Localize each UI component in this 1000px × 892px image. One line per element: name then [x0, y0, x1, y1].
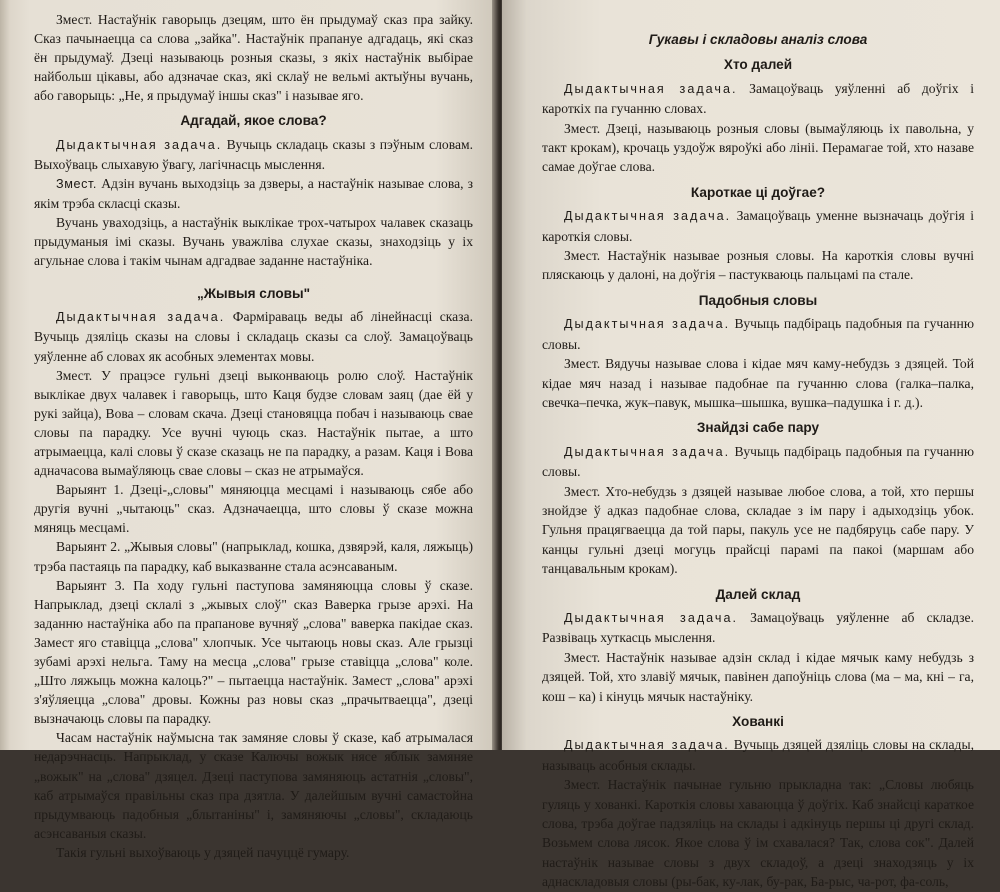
- paragraph: Змест. Настаўнік пачынае гульню прыкладна так: „Словы любяць гуляць у хованкі. Кароткія словы хаваюцца ў доўгіх. Каб знайсці караткое слова, трэба доўгае падзяліць на склады і адкінуць першы ці другі склад. Возьмем слова лясок. Якое слова ў ім схавалася? Так, слова сок". Далей настаўнік называе словы з двух складоў, а дзеці знаходзяць у іх аднаскладовыя словы (ры-бак, ку-лак, бу-рак, Ба-рыс, ча-рот, фа-соль,: [542, 777, 974, 890]
- paragraph: Варыянт 1. Дзеці-„словы" мяняюцца месцамі і называюць сябе або другія вучні „чытаюць" сказ. Адзначаецца, што словы ў сказе можна мяняць месцамі.: [34, 482, 473, 536]
- paragraph: Дыдактычная задача. Вучыць дзяцей дзяліць словы на склады, называць асобныя склады.: [542, 737, 974, 773]
- paragraph: Варыянт 2. „Жывыя словы" (напрыклад, кошка, дзвярэй, каля, ляжыць) трэба пастаяць па парадку, каб выказванне стала асэнсаваным.: [34, 539, 473, 574]
- paragraph: Дыдактычная задача. Замацоўваць уменне вызначаць доўгія і кароткія словы.: [542, 208, 974, 244]
- heading-hide-and-seek: Хованкі: [732, 714, 784, 729]
- didactic-task-label: Дыдактычная задача.: [564, 81, 738, 96]
- heading-who-further: Хто далей: [723, 57, 793, 73]
- didactic-task-label: Дыдактычная задача.: [564, 444, 731, 459]
- heading-living-words: „Жывыя словы": [196, 286, 311, 302]
- paragraph: Дыдактычная задача. Вучыць падбіраць падобныя па гучанню словы.: [542, 316, 974, 352]
- paragraph: Такія гульні выхоўваюць у дзяцей пачуццё гумару.: [56, 844, 350, 860]
- paragraph: Змест. Адзін вучань выходзіць за дзверы, а настаўнік называе слова, з якім трэба скласці сказы.: [34, 175, 473, 211]
- paragraph: Дыдактычная задача. Фарміраваць веды аб лінейнасці сказа. Вучыць дзяліць сказы на словы і складаць сказы са слоў. Замацоўваць уяўленне аб словах як асобных элементах мовы.: [34, 309, 473, 364]
- paragraph: Дыдактычная задача. Вучыць падбіраць падобныя па гучанню словы.: [542, 443, 974, 480]
- section-title: Гукавы і складовы аналіз слова: [648, 32, 868, 47]
- heading-similar-words: Падобныя словы: [698, 292, 818, 308]
- paragraph: Змест. Вядучы называе слова і кідае мяч каму-небудзь з дзяцей. Той кідае мяч назад і называе падобнае па гучанню слова (галка–палка, свечка–печка, жук–павук, мышка–шышка, вушка–падушка і г. д.).: [542, 356, 974, 410]
- paragraph: Змест. У працэсе гульні дзеці выконваюць ролю слоў. Настаўнік выклікае двух чалавек і гаворыць, што Каця будзе словам заяц (дае ёй у рукі зайца), Вова – словам скача. Дзеці становяцца побач і называюць свае словы па парадку. Усе вучні чуюць сказ. Настаўнік пытае, а што атрымаецца, калі словы ў сказе сказаць не па парадку, а разам. Каця і Вова аднaчасова вымаўляюць свае словы – сказ не атрымаўся.: [34, 367, 473, 479]
- heading-next-syllable: Далей склад: [715, 586, 801, 602]
- heading-find-pair: Знайдзі сабе пару: [696, 420, 820, 436]
- paragraph: Змест. Настаўнік называе розныя словы. На кароткія словы вучні пляскаюць у далоні, на доўгія – пастукваюць пальцамі па стале.: [542, 248, 974, 283]
- paragraph: Часам настаўнік наўмысна так замяняе словы ў сказе, каб атрымалася недарэчнасць. Напрыклад, у сказе Калючы вожык нясе яблык замяняе „вожык" на „слова" дзяцел. Дзеці паступова замяняюць астатнія „словы", каб атрымаўся правільны сказ пра дзятла. У далейшым вучні самастойна прыдумваюць падобныя „блытаніны" і, замяняючы „словы", складаюць асэнсаваныя сказы.: [34, 730, 473, 841]
- paragraph: Дыдактычная задача. Замацоўваць уяўленне аб складзе. Развіваць хуткасць мыслення.: [542, 609, 974, 646]
- didactic-task-label: Дыдактычная задача.: [56, 310, 226, 325]
- heading-short-or-long: Кароткае ці доўгае?: [690, 184, 826, 200]
- page-stack-edge: [0, 0, 10, 750]
- heading-guess-word: Адгадай, якое слова?: [180, 113, 327, 129]
- didactic-task-label: Дыдактычная задача.: [564, 317, 731, 332]
- paragraph: Змест. Дзеці, называюць розныя словы (вымаўляюць іх павольна, у такт крокам), крочаць уздоўж вяроўкі або лініі. Перамагае той, хто назаве самае доўгае слова.: [542, 120, 974, 175]
- paragraph: Змест. Настаўнік гаворыць дзецям, што ён прыдумаў сказ пра зайку. Сказ пачынаецца са слова „зайка". Настаўнік прапануе адгадаць, які сказ ён прыдумаў. Дзеці называюць розныя сказы, з якіх настаўнік выбірае найбольш цікавы, або адзначае сказ, які склаў не вельмі актыўны вучань, або гаворыць: „Не, я прыдумаў іншы сказ" і называе яго.: [34, 12, 473, 104]
- didactic-task-label: Дыдактычная задача.: [56, 137, 223, 152]
- right-page: [502, 0, 1000, 890]
- left-page: [0, 0, 495, 860]
- paragraph: Змест. Настаўнік называе адзін склад і кідае мячык каму небудзь з дзяцей. Той, хто злавіў мячык, павінен дапоўніць слова (ма – ма, кні – га, кош – ка) і кінуць мячык настаўніку.: [542, 649, 974, 704]
- paragraph: Змест. Хто-небудзь з дзяцей называе любое слова, а той, хто першы знойдзе ў адказ падобнае слова, складае з ім пару і адыходзіць убок. Гульня працягваецца да той пары, пакуль усе не падбяруць сабе пару. У канцы гульні дзеці могуць прайсці парамі па пакоі (маршам або танцавальным крокам).: [542, 483, 974, 577]
- content-label: Змест.: [56, 176, 98, 191]
- paragraph: Вучань увaходзіць, а настаўнік выклікае трох-чатырох чалавек сказаць прыдуманыя імі сказы. Вучань уважліва слухае сказы, знаходзіць у іх агульнае слова і такім чынам адгадвае заданне настаўніка.: [34, 214, 473, 269]
- didactic-task-label: Дыдактычная задача.: [564, 209, 732, 224]
- paragraph: Варыянт 3. Па ходу гульні паступова замяняюцца словы ў сказе. Напрыклад, дзеці склалі з „жывых слоў" сказ Ваверка грызе арэхі. На заданню настаўніка або па прапанове вучняў „слова" ваверка пакідае сказ. Замест яго ставіцца „слова" хлопчык. Усе чытаюць новы сказ. Але грызці зубамі арэхі нельга. Таму на месца „слова" грызе ставіцца „слова" коле. „Што ляжыць можна калоць?" – пытаецца настаўнік. Замест „слова" арэхі з'яўляецца „слова" дровы. Кожны раз новы сказ „прачытваецца", дзеці вызначаюць словы па парадку.: [34, 577, 473, 727]
- didactic-task-label: Дыдактычная задача.: [564, 738, 730, 753]
- paragraph: Дыдактычная задача. Вучыць складаць сказы з пэўным словам. Выхоўваць слыхавую ўвагу, лагічнасць мыслення.: [34, 136, 473, 172]
- paragraph: Дыдактычная задача. Замацоўваць уяўленні аб доўгіх і кароткіх па гучанню словах.: [542, 80, 974, 117]
- didactic-task-label: Дыдактычная задача.: [564, 610, 738, 625]
